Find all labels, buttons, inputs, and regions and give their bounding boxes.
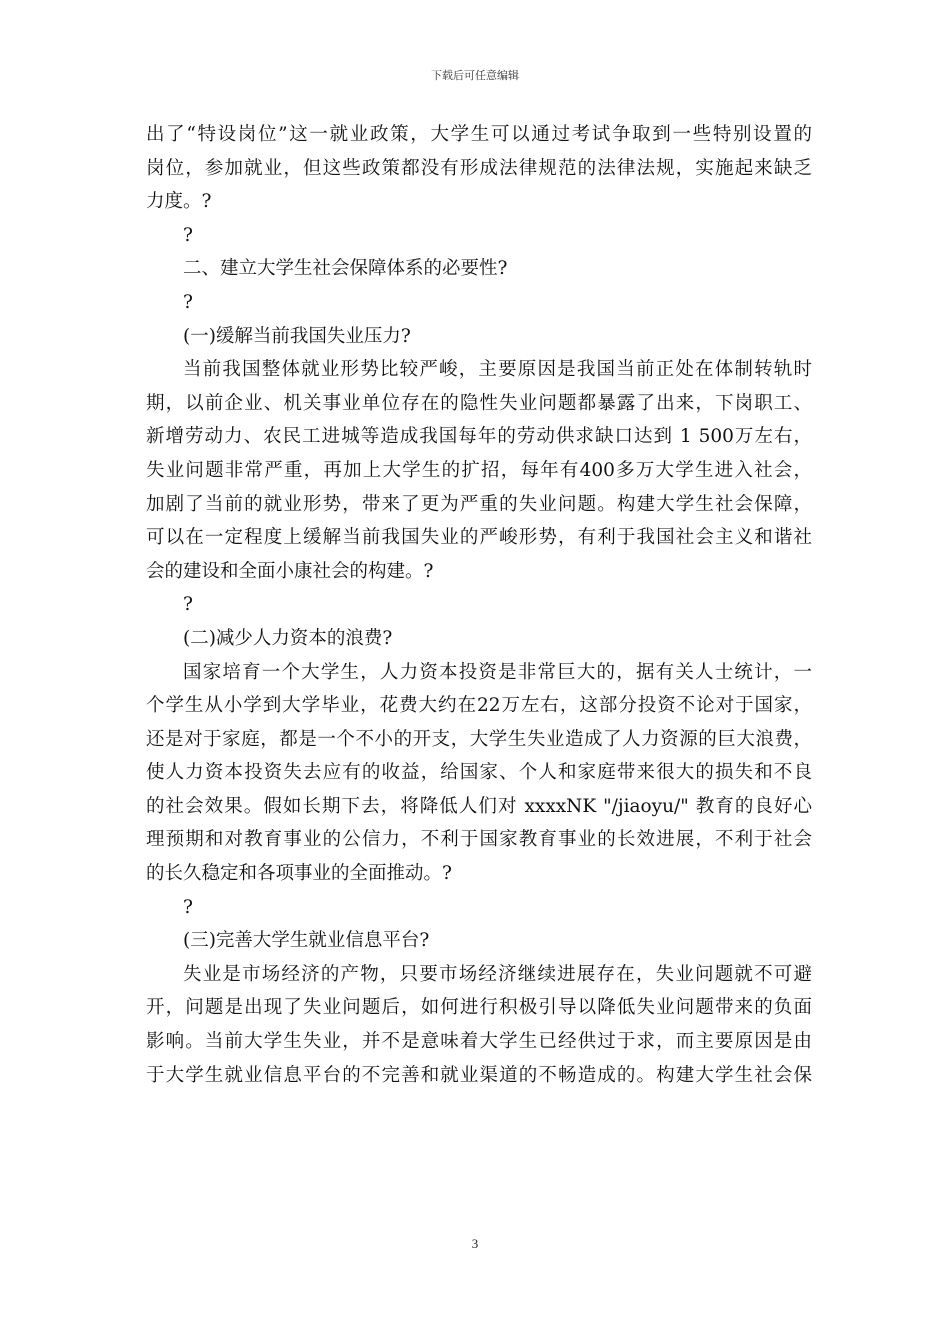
text-line: ? [183,291,193,313]
text-line: 国家培育一个大学生，人力资本投资是非常巨大的，据有关人士统计，一 [183,661,812,683]
text-line: 二、建立大学生社会保障体系的必要性? [183,258,508,280]
header-note: 下载后可任意编辑 [431,69,519,82]
text-line: 影响。当前大学生失业，并不是意味着大学生已经供过于求，而主要原因是由 [146,1031,812,1053]
text-line: 失业问题非常严重，再加上大学生的扩招，每年有400多万大学生进入社会， [146,459,812,481]
text-line: 失业是市场经济的产物，只要市场经济继续进展存在，失业问题就不可避 [183,963,812,985]
text-line: ? [183,594,193,616]
text-line: 个学生从小学到大学毕业，花费大约在22万左右，这部分投资不论对于国家， [146,695,812,717]
text-line: 开，问题是出现了失业问题后，如何进行积极引导以降低失业问题带来的负面 [146,997,812,1019]
text-line: (三)完善大学生就业信息平台? [183,930,430,952]
text-line: 理预期和对教育事业的公信力，不利于国家教育事业的长效进展，不利于社会 [146,829,812,851]
text-line: 使人力资本投资失去应有的收益，给国家、个人和家庭带来很大的损失和不良 [146,762,812,784]
text-line: 加剧了当前的就业形势，带来了更为严重的失业问题。构建大学生社会保障， [146,493,812,515]
text-line: 的长久稳定和各项事业的全面推动。? [146,863,452,885]
text-line: 新增劳动力、农民工进城等造成我国每年的劳动供求缺口达到 1 500万左右， [146,426,812,448]
text-line: ? [183,224,193,246]
text-line: 的社会效果。假如长期下去，将降低人们对 xxxxNK "/jiaoyu/" 教育的良好心 [146,795,812,817]
text-line: 可以在一定程度上缓解当前我国失业的严峻形势，有利于我国社会主义和谐社 [146,527,812,549]
text-line: 力度。? [146,191,212,213]
text-line: 当前我国整体就业形势比较严峻，主要原因是我国当前正处在体制转轨时 [183,359,812,381]
text-line: 期，以前企业、机关事业单位存在的隐性失业问题都暴露了出来，下岗职工、 [146,392,812,414]
text-line: 于大学生就业信息平台的不完善和就业渠道的不畅造成的。构建大学生社会保 [146,1064,812,1086]
body-text [146,118,812,1092]
text-line: 会的建设和全面小康社会的构建。? [146,560,434,582]
text-line: (二)减少人力资本的浪费? [183,627,393,649]
page-number: 3 [471,1236,479,1251]
text-line: ? [183,896,193,918]
text-line: 岗位，参加就业，但这些政策都没有形成法律规范的法律法规，实施起来缺乏 [146,157,812,179]
text-line: (一)缓解当前我国失业压力? [183,325,411,347]
text-line: 还是对于家庭，都是一个不小的开支，大学生失业造成了人力资源的巨大浪费， [146,728,812,750]
text-line: 出了“特设岗位”这一就业政策，大学生可以通过考试争取到一些特别设置的 [146,124,812,145]
